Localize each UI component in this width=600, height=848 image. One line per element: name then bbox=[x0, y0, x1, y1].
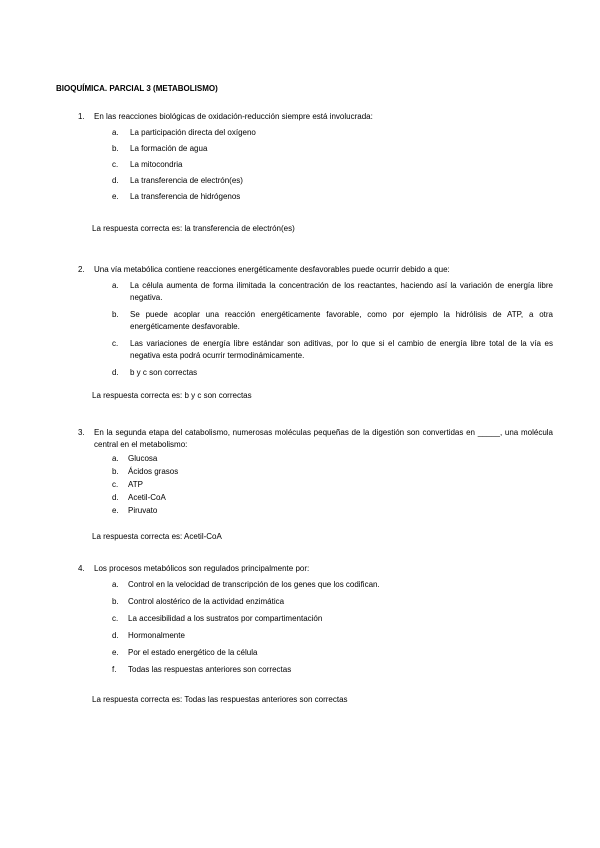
correct-answer: La respuesta correcta es: b y c son correctas bbox=[92, 391, 252, 400]
option-item bbox=[78, 280, 553, 304]
correct-answer: La respuesta correcta es: Todas las respuestas anteriores son correctas bbox=[92, 695, 348, 704]
correct-answer: La respuesta correcta es: la transferencia de electrón(es) bbox=[92, 224, 295, 233]
option-letter: a. bbox=[112, 580, 119, 589]
option-letter: c. bbox=[112, 160, 119, 169]
option-item bbox=[78, 159, 553, 171]
option-letter: a. bbox=[112, 454, 119, 463]
option-item bbox=[78, 191, 553, 203]
question-text: Una vía metabólica contiene reacciones energéticamente desfavorables puede ocurrir debido a que: bbox=[94, 265, 450, 274]
option-letter: a. bbox=[112, 128, 119, 137]
option-text: Ácidos grasos bbox=[128, 467, 179, 476]
option-text: Piruvato bbox=[128, 506, 158, 515]
option-text: Se puede acoplar una reacción energéticamente favorable, como por ejemplo la hidrólisis de ATP, a otra energéticamente desfavorable. bbox=[130, 310, 553, 331]
option-letter: e. bbox=[112, 648, 119, 657]
option-letter: c. bbox=[112, 339, 119, 348]
option-text: La accesibilidad a los sustratos por compartimentación bbox=[128, 614, 323, 623]
option-item bbox=[78, 309, 553, 333]
option-item bbox=[78, 127, 553, 139]
option-text: La participación directa del oxígeno bbox=[130, 128, 256, 137]
option-letter: c. bbox=[112, 614, 119, 623]
option-text: ATP bbox=[128, 480, 143, 489]
option-list bbox=[78, 579, 553, 676]
option-letter: b. bbox=[112, 310, 119, 319]
option-letter: c. bbox=[112, 480, 119, 489]
option-item bbox=[78, 175, 553, 187]
option-text: Control en la velocidad de transcripción de los genes que los codifican. bbox=[128, 580, 380, 589]
option-letter: b. bbox=[112, 597, 119, 606]
question-3 bbox=[78, 427, 553, 543]
option-text: La transferencia de hidrógenos bbox=[130, 192, 241, 201]
option-item bbox=[78, 453, 553, 465]
option-letter: e. bbox=[112, 192, 119, 201]
question-1 bbox=[78, 111, 553, 235]
option-letter: a. bbox=[112, 281, 119, 290]
option-letter: b. bbox=[112, 144, 119, 153]
option-text: La formación de agua bbox=[130, 144, 208, 153]
option-item bbox=[78, 579, 553, 591]
option-letter: e. bbox=[112, 506, 119, 515]
option-text: b y c son correctas bbox=[130, 368, 198, 377]
question-2 bbox=[78, 264, 553, 402]
option-text: Por el estado energético de la célula bbox=[128, 648, 258, 657]
document-title: BIOQUÍMICA. PARCIAL 3 (METABOLISMO) bbox=[56, 84, 218, 93]
option-text: La transferencia de electrón(es) bbox=[130, 176, 243, 185]
option-item bbox=[78, 630, 553, 642]
question-number: 3. bbox=[78, 428, 85, 437]
option-text: La célula aumenta de forma ilimitada la concentración de los reactantes, haciendo así la variación de energía libre negativa. bbox=[130, 281, 553, 302]
question-4 bbox=[78, 563, 553, 706]
option-text: Acetil-CoA bbox=[128, 493, 166, 502]
option-list bbox=[78, 127, 553, 203]
question-text: En la segunda etapa del catabolismo, numerosas moléculas pequeñas de la digestión son convertidas en _____, una molécula central en el metabolismo: bbox=[94, 428, 553, 449]
question-number: 1. bbox=[78, 112, 85, 121]
option-item bbox=[78, 367, 553, 379]
option-item bbox=[78, 466, 553, 478]
question-text: Los procesos metabólicos son regulados principalmente por: bbox=[94, 564, 310, 573]
option-item bbox=[78, 664, 553, 676]
question-number: 2. bbox=[78, 265, 85, 274]
option-item bbox=[78, 479, 553, 491]
option-item bbox=[78, 492, 553, 504]
option-letter: d. bbox=[112, 176, 119, 185]
question-number: 4. bbox=[78, 564, 85, 573]
option-item bbox=[78, 338, 553, 362]
option-list bbox=[78, 453, 553, 517]
correct-answer: La respuesta correcta es: Acetil-CoA bbox=[92, 532, 222, 541]
option-letter: d. bbox=[112, 631, 119, 640]
option-list bbox=[78, 280, 553, 379]
option-item bbox=[78, 613, 553, 625]
option-item bbox=[78, 143, 553, 155]
option-text: Glucosa bbox=[128, 454, 158, 463]
option-text: Las variaciones de energía libre estándar son aditivas, por lo que si el cambio de energía libre total de la vía es negativa esta podrá ocurrir termodinámicamente. bbox=[130, 339, 553, 360]
option-item bbox=[78, 647, 553, 659]
option-letter: f. bbox=[112, 665, 117, 674]
option-letter: b. bbox=[112, 467, 119, 476]
option-item bbox=[78, 505, 553, 517]
option-item bbox=[78, 596, 553, 608]
question-text: En las reacciones biológicas de oxidación-reducción siempre está involucrada: bbox=[94, 112, 373, 121]
option-letter: d. bbox=[112, 368, 119, 377]
option-letter: d. bbox=[112, 493, 119, 502]
option-text: Hormonalmente bbox=[128, 631, 185, 640]
option-text: Todas las respuestas anteriores son correctas bbox=[128, 665, 292, 674]
option-text: Control alostérico de la actividad enzimática bbox=[128, 597, 285, 606]
option-text: La mitocondria bbox=[130, 160, 183, 169]
